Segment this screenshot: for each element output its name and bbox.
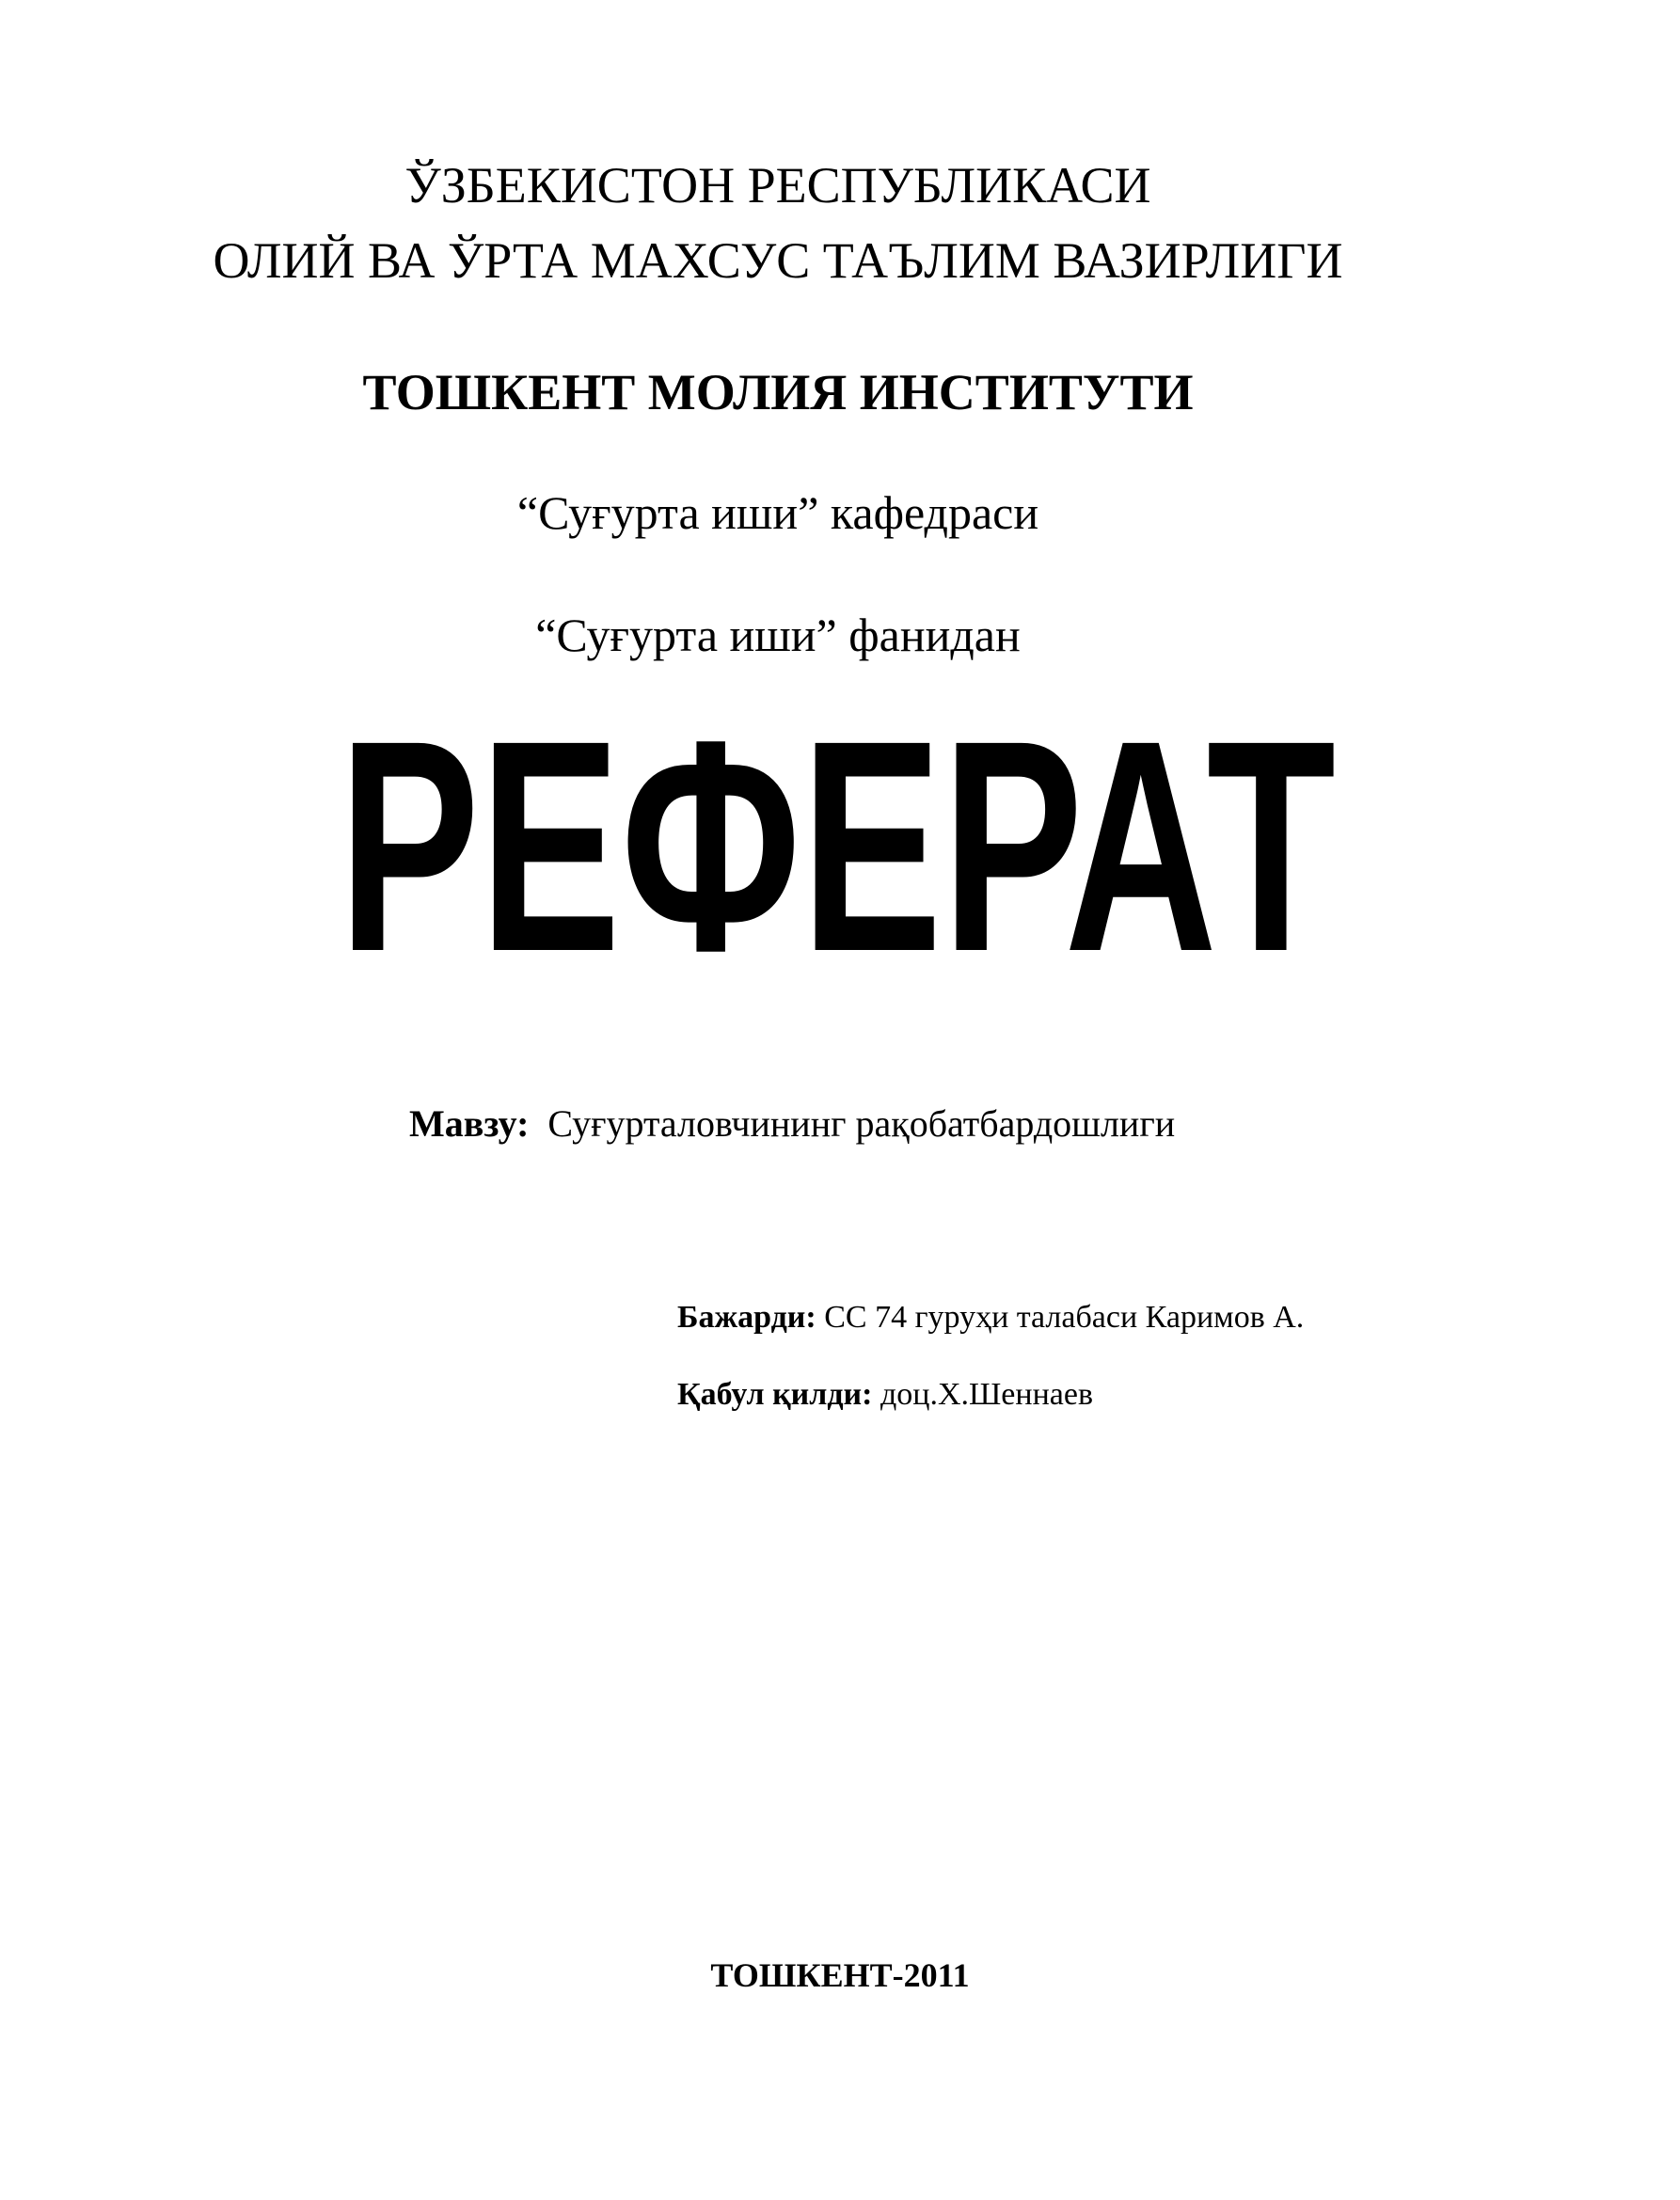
topic-label: Мавзу:: [409, 1102, 530, 1145]
subject-name: “Суғурта иши” фанидан: [535, 609, 1021, 661]
reviewer-line: [677, 1379, 1093, 1411]
performer-label: Бажарди:: [677, 1300, 816, 1335]
performer-value: СС 74 гуруҳи талабаси Каримов А.: [824, 1300, 1305, 1335]
department-name: “Суғурта иши” кафедраси: [516, 486, 1039, 539]
header-ministry: ОЛИЙ ВА ЎРТА МАХСУС ТАЪЛИМ ВАЗИРЛИГИ: [213, 232, 1343, 289]
institute-name: ТОШКЕНТ МОЛИЯ ИНСТИТУТИ: [362, 364, 1194, 420]
header-country: ЎЗБЕКИСТОН РЕСПУБЛИКАСИ: [404, 157, 1151, 214]
city-year: ТОШКЕНТ-2011: [710, 1956, 970, 1994]
reviewer-label: Қабул қилди:: [677, 1377, 873, 1412]
document-title: [320, 677, 1355, 1014]
performer-line: [677, 1302, 1304, 1334]
topic-line: [409, 1102, 1176, 1145]
reviewer-value: доц.Х.Шеннаев: [880, 1377, 1094, 1412]
topic-value: Суғурталовчининг рақобатбардошлиги: [547, 1102, 1176, 1145]
document-title-text: РЕФЕРАТ: [339, 677, 1336, 1014]
